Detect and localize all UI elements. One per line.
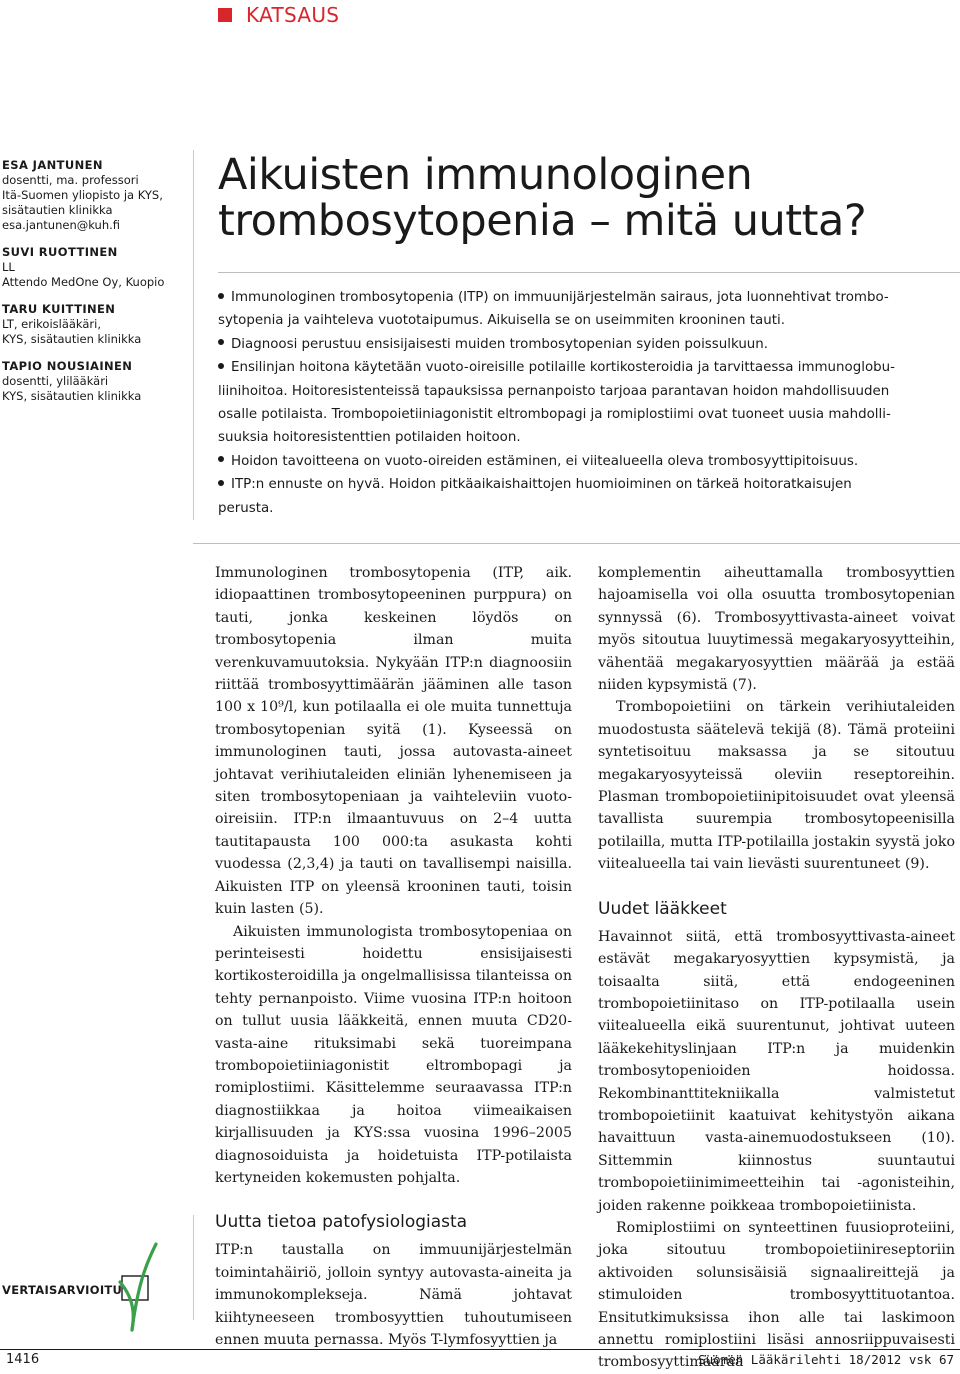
author-list [2, 158, 177, 416]
key-point-text: Diagnoosi perustuu ensisijaisesti muiden trombosytopenian syiden poissulkuun. [231, 336, 769, 352]
author-affiliation: LL [2, 260, 15, 274]
author-affiliation: LT, erikoislääkäri, [2, 317, 102, 331]
author-name: SUVI RUOTTINEN [2, 245, 118, 259]
body-paragraph: komplementin aiheuttamalla trombosyyttien hajoamisella voi olla osuutta trombosytopenian synnyssä (6). Trombosyyttivasta-aineet voivat myös sitoutua luuytimessä megakaryosyytteihin, vähentää megakaryosyyttien määrää ja estää niiden kypsymistä (7). [598, 565, 955, 694]
body-column-1 [215, 562, 572, 1351]
author-email[interactable]: esa.jantunen@kuh.fi [2, 218, 121, 232]
key-point-line: osalle potilaista. Trombopoietiiniagonistit eltrombopagi ja romiplostiimi ovat tuoneet uusia mahdolli- [218, 407, 891, 423]
body-paragraph: Immunologinen trombosytopenia (ITP, aik. idiopaattinen trombosytopeeninen purppura) on tauti, jonka keskeinen löydös on trombosytopenia ilman muita verenkuvamuutoksia. Nykyään ITP:n diagnoosiin riittää trombosyyttimäärän jääminen alle tason 100 x 10⁹/l, kun potilaalla ei ole muita tunnettuja trombosytopenian syitä (1). Kyseessä on immunologinen tauti, jossa autovasta-aineet johtavat verihiutaleiden eliniän lyhenemiseen ja siten trombosytopeniaan ja vaihteleviin vuoto-oireisiin. ITP:n ilmaantuvuus on 2–4 uutta tautitapausta 100 000:ta asukasta kohti vuodessa (2,3,4) ja tauti on tavallisempi naisilla. Aikuisten ITP on yleensä krooninen tauti, toisin kuin lasten (5). [215, 565, 572, 918]
key-points [218, 286, 954, 520]
body-column-2 [598, 562, 955, 1374]
author-affiliation: dosentti, ylilääkäri [2, 374, 109, 388]
bullet-icon [218, 480, 224, 486]
sidebar-divider [193, 150, 194, 520]
author-affiliation: KYS, sisätautien klinikka [2, 389, 142, 403]
author-affiliation: KYS, sisätautien klinikka [2, 332, 142, 346]
key-point-line: perusta. [218, 500, 274, 516]
author-1 [2, 158, 177, 233]
author-affiliation: dosentti, ma. professori [2, 173, 139, 187]
title-line-1: Aikuisten immunologinen [218, 150, 753, 200]
footer-rule [0, 1349, 960, 1350]
key-point-line: suuksia hoitoresistenttien potilaiden hoitoon. [218, 430, 521, 446]
article-title [218, 152, 866, 244]
bullet-icon [218, 339, 224, 345]
author-affiliation: Itä-Suomen yliopisto ja KYS, [2, 188, 163, 202]
author-2 [2, 245, 177, 290]
author-affiliation: sisätautien klinikka [2, 203, 113, 217]
subheading-new-drugs: Uudet lääkkeet [598, 898, 727, 919]
peer-review-badge [2, 1240, 192, 1340]
key-point-line [218, 450, 954, 473]
body-paragraph: Romiplostiimi on synteettinen fuusioproteiini, joka sitoutuu trombopoietiinireseptoriin aktivoiden solunsisäisiä signaalireittejä ja stimuloiden trombosyyttituotantoa. Ensitutkimuksissa ihon alle tai laskimoon annettu romiplostiini lisäsi annosriippuvaisesti trombosyyttimäärää [598, 1219, 955, 1371]
body-paragraph: Aikuisten immunologista trombosytopeniaa on perinteisesti hoidettu ensisijaisesti kortikosteroidilla ja ongelmallisissa tilanteissa on tehty pernanpoisto. Viime vuosina ITP:n hoitoon on tullut uusia lääkkeitä, ennen muuta CD20-vasta-aine rituksimabi sekä tuoreimpana trombopoietiiniagonistit eltrombopagi ja romiplostiimi. Käsittelemme seuraavassa ITP:n diagnostiikkaa ja hoitoa viimeaikaisen kirjallisuuden ja KYS:ssa vuosina 1996–2005 diagnosoiduista ja hoidetuista ITP-potilaista kertyneiden kokemusten pohjalta. [215, 923, 572, 1186]
author-4 [2, 359, 177, 404]
body-paragraph: Havainnot siitä, että trombosyyttivasta-aineet estävät megakaryosyyttien kypsymistä, ja toisaalta siitä, että endogeeninen trombopoietiinitaso on ITP-potilaalla usein viitealueella eikä suurentunut, johtivat uuteen lääkekehityslinjaan ITP:n ja muidenkin trombosytopenioiden hoidossa. Rekombinanttitekniikalla valmistetut trombopoietiinit kaatuivat kehitystyön aikana havaittuun vasta-ainemuodostukseen (10). Sittemmin kiinnostus suuntautui trombopoietiinimimeetteihin tai -agonisteihin, joiden rakenne poikkeaa trombopoietiinista. [598, 928, 955, 1214]
subheading-pathophysiology: Uutta tietoa patofysiologiasta [215, 1212, 468, 1233]
key-point-line [218, 333, 954, 356]
author-3 [2, 302, 177, 347]
bullet-icon [218, 293, 224, 299]
body-top-rule [193, 543, 960, 544]
journal-citation: Suomen Lääkärilehti 18/2012 vsk 67 [698, 1352, 954, 1367]
key-point-text: ITP:n ennuste on hyvä. Hoidon pitkäaikaishaittojen huomioiminen on tärkeä hoitoratkaisujen [231, 477, 852, 493]
bullet-icon [218, 456, 224, 462]
badge-divider [193, 1215, 194, 1320]
key-point-text: Immunologinen trombosytopenia (ITP) on immuunijärjestelmän sairaus, jota luonnehtivat trombo- [231, 290, 889, 305]
key-point-line [218, 356, 954, 379]
author-name: ESA JANTUNEN [2, 158, 103, 172]
section-label: KATSAUS [246, 3, 340, 27]
section-tag [218, 2, 339, 28]
key-point-line: liinihoitoa. Hoitoresistenteissä tapauksissa pernanpoisto tarjoaa parantavan hoidon mahdollisuuden [218, 383, 890, 399]
lead-top-rule [218, 272, 960, 273]
key-point-line: sytopenia ja vaihteleva vuototaipumus. Aikuisella se on useimmiten krooninen tauti. [218, 313, 785, 329]
body-paragraph: Trombopoietiini on tärkein verihiutaleiden muodostusta säätelevä tekijä (8). Tämä proteiini syntetisoituu maksassa ja se sitoutuu megakaryosyyteissä oleviin reseptoreihin. Plasman trombopoietiinipitoisuudet ovat yleensä tavallista suurempia trombosytopeenisilla potilailla, mutta ITP-potilailla jostakin syystä joko viitealueella tai vain lievästi suurentuneet (9). [598, 699, 955, 873]
title-line-2: trombosytopenia – mitä uutta? [218, 196, 867, 246]
body-paragraph: ITP:n taustalla on immuunijärjestelmän toimintahäiriö, jolloin syntyy autovasta-aineita ja immunokomplekseja. Nämä johtavat kiihtyneeseen trombosyyttien tuhoutumiseen ennen muuta pernassa. Myös T-lymfosyyttien ja [215, 1242, 572, 1348]
author-affiliation: Attendo MedOne Oy, Kuopio [2, 275, 165, 289]
author-name: TAPIO NOUSIAINEN [2, 359, 133, 373]
peer-review-mark-icon [114, 1240, 160, 1332]
page-number: 1416 [6, 1352, 40, 1367]
author-name: TARU KUITTINEN [2, 302, 116, 316]
section-square-icon [218, 8, 232, 22]
key-point-text: Ensilinjan hoitona käytetään vuoto-oireisille potilaille kortikosteroidia ja tarvittaessa immunoglobu- [231, 360, 895, 376]
key-point-line [218, 473, 954, 496]
peer-review-label: VERTAISARVIOITU [2, 1283, 123, 1297]
bullet-icon [218, 363, 224, 369]
key-point-text: Hoidon tavoitteena on vuoto-oireiden estäminen, ei viitealueella oleva trombosyyttipitoisuus. [231, 453, 859, 469]
key-point-line [218, 286, 954, 309]
